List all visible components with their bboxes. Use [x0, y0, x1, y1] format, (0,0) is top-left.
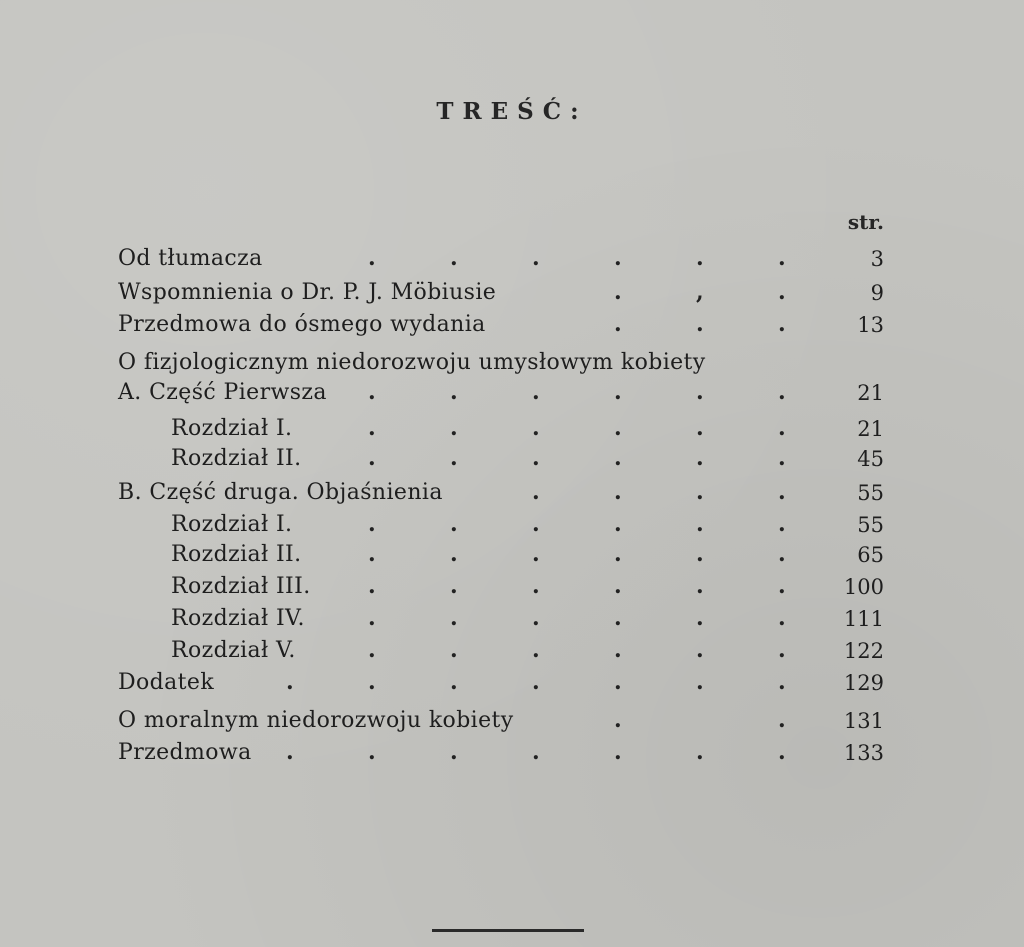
leader-dot: .	[778, 605, 786, 631]
toc-entry-title: Rozdział IV.	[171, 606, 305, 631]
leader-dot: .	[778, 669, 786, 695]
toc-entry	[0, 635, 1024, 665]
leader-dot: .	[450, 605, 458, 631]
leader-dot: .	[696, 511, 704, 537]
toc-entry-title: Rozdział I.	[171, 416, 293, 441]
leader-dot: .	[696, 379, 704, 405]
leader-dot: .	[778, 245, 786, 271]
leader-dot: .	[696, 605, 704, 631]
leader-dot: .	[368, 511, 376, 537]
leader-dot: .	[532, 415, 540, 441]
leader-dot: .	[778, 511, 786, 537]
leader-dot: .	[614, 379, 622, 405]
leader-dot: .	[778, 479, 786, 505]
leader-dot: .	[450, 573, 458, 599]
leader-dot: .	[696, 573, 704, 599]
toc-entry-title: Od tłumacza	[118, 246, 263, 271]
leader-dot: .	[532, 669, 540, 695]
leader-dot: .	[450, 445, 458, 471]
toc-entry-title: Dodatek	[118, 670, 215, 695]
leader-dot: .	[368, 669, 376, 695]
leader-dot: .	[696, 739, 704, 765]
toc-entry-title: O moralnym niedorozwoju kobiety	[118, 708, 514, 733]
leader-dot: .	[696, 311, 704, 337]
toc-entry-title: Wspomnienia o Dr. P. J. Möbiusie	[118, 280, 497, 305]
toc-entry-page: 122	[843, 639, 884, 663]
leader-dot: .	[532, 245, 540, 271]
leader-dot: .	[696, 245, 704, 271]
leader-dot: .	[532, 605, 540, 631]
toc-entry-page: 9	[870, 281, 884, 305]
leader-dot: .	[614, 707, 622, 733]
leader-dot: .	[778, 279, 786, 305]
leader-dot: .	[778, 311, 786, 337]
leader-dot: .	[450, 245, 458, 271]
leader-dot: .	[614, 415, 622, 441]
toc-entry-page: 65	[857, 543, 884, 567]
leader-dot: .	[368, 415, 376, 441]
toc-entry-page: 100	[843, 575, 884, 599]
toc-entry-page: 133	[843, 741, 884, 765]
leader-dot: .	[696, 541, 704, 567]
leader-dot: .	[450, 669, 458, 695]
leader-dot: .	[532, 573, 540, 599]
toc-entry-title: Rozdział III.	[171, 574, 311, 599]
toc-entry	[0, 667, 1024, 697]
leader-dot: .	[532, 541, 540, 567]
toc-entry-title: A. Część Pierwsza	[118, 380, 327, 405]
footer-rule	[432, 929, 584, 932]
toc-entry-title: Przedmowa	[118, 740, 252, 765]
toc-entry-page: 3	[870, 247, 884, 271]
leader-dot: .	[286, 669, 294, 695]
toc-entry	[0, 443, 1024, 473]
leader-dot: .	[368, 245, 376, 271]
leader-dot: .	[286, 739, 294, 765]
toc-entry	[0, 539, 1024, 569]
leader-dot: .	[368, 573, 376, 599]
toc-entry-title: B. Część druga. Objaśnienia	[118, 480, 443, 505]
leader-dot: .	[450, 379, 458, 405]
leader-dot: .	[696, 669, 704, 695]
leader-dot: .	[532, 479, 540, 505]
leader-dot: .	[368, 379, 376, 405]
leader-dot: .	[450, 511, 458, 537]
leader-dot: .	[778, 739, 786, 765]
leader-dot: .	[614, 511, 622, 537]
leader-dot: .	[450, 637, 458, 663]
leader-dot: .	[450, 541, 458, 567]
leader-dot: .	[778, 541, 786, 567]
leader-dot: .	[614, 245, 622, 271]
leader-dot: .	[368, 605, 376, 631]
toc-entry-page: 131	[843, 709, 884, 733]
toc-entry-title: Przedmowa do ósmego wydania	[118, 312, 486, 337]
toc-entry	[0, 509, 1024, 539]
leader-dot: .	[368, 739, 376, 765]
toc-entry-page: 21	[857, 381, 884, 405]
toc-entry	[0, 477, 1024, 507]
page-column-label: str.	[847, 210, 884, 234]
leader-dot: .	[614, 541, 622, 567]
leader-dot: .	[696, 445, 704, 471]
leader-dot: .	[450, 415, 458, 441]
leader-dot: .	[532, 379, 540, 405]
toc-entry	[0, 347, 1024, 377]
toc-entry	[0, 413, 1024, 443]
leader-dot: .	[778, 415, 786, 441]
toc-entry-title: Rozdział V.	[171, 638, 296, 663]
leader-dot: .	[368, 541, 376, 567]
toc-entry	[0, 705, 1024, 735]
leader-dot: .	[614, 605, 622, 631]
leader-dot: .	[614, 279, 622, 305]
leader-dot: .	[532, 739, 540, 765]
toc-entry-title: Rozdział I.	[171, 512, 293, 537]
leader-dot: ,	[696, 279, 704, 305]
leader-dot: .	[614, 669, 622, 695]
leader-dot: .	[778, 707, 786, 733]
leader-dot: .	[532, 445, 540, 471]
page-title: TREŚĆ:	[436, 98, 588, 125]
toc-entry-title: Rozdział II.	[171, 542, 302, 567]
toc-entry	[0, 603, 1024, 633]
leader-dot: .	[696, 479, 704, 505]
toc-entry-page: 55	[857, 481, 884, 505]
leader-dot: .	[532, 511, 540, 537]
leader-dot: .	[368, 637, 376, 663]
leader-dot: .	[368, 445, 376, 471]
leader-dot: .	[614, 573, 622, 599]
leader-dot: .	[778, 637, 786, 663]
leader-dot: .	[696, 637, 704, 663]
toc-entry	[0, 377, 1024, 407]
leader-dot: .	[450, 739, 458, 765]
toc-entry-page: 55	[857, 513, 884, 537]
leader-dot: .	[778, 573, 786, 599]
leader-dot: .	[614, 445, 622, 471]
toc-entry-page: 13	[857, 313, 884, 337]
leader-dot: .	[778, 379, 786, 405]
leader-dot: .	[614, 637, 622, 663]
toc-entry-page: 21	[857, 417, 884, 441]
toc-entry-page: 129	[843, 671, 884, 695]
toc-entry	[0, 571, 1024, 601]
toc-entry	[0, 309, 1024, 339]
toc-entry	[0, 243, 1024, 273]
toc-entry-title: Rozdział II.	[171, 446, 302, 471]
toc-entry-page: 45	[857, 447, 884, 471]
leader-dot: .	[532, 637, 540, 663]
toc-entry	[0, 277, 1024, 307]
leader-dot: .	[614, 311, 622, 337]
leader-dot: .	[696, 415, 704, 441]
toc-entry-title: O fizjologicznym niedorozwoju umysłowym kobiety	[118, 350, 706, 375]
leader-dot: .	[614, 479, 622, 505]
toc-entry	[0, 737, 1024, 767]
leader-dot: .	[778, 445, 786, 471]
toc-entry-page: 111	[843, 607, 884, 631]
leader-dot: .	[614, 739, 622, 765]
